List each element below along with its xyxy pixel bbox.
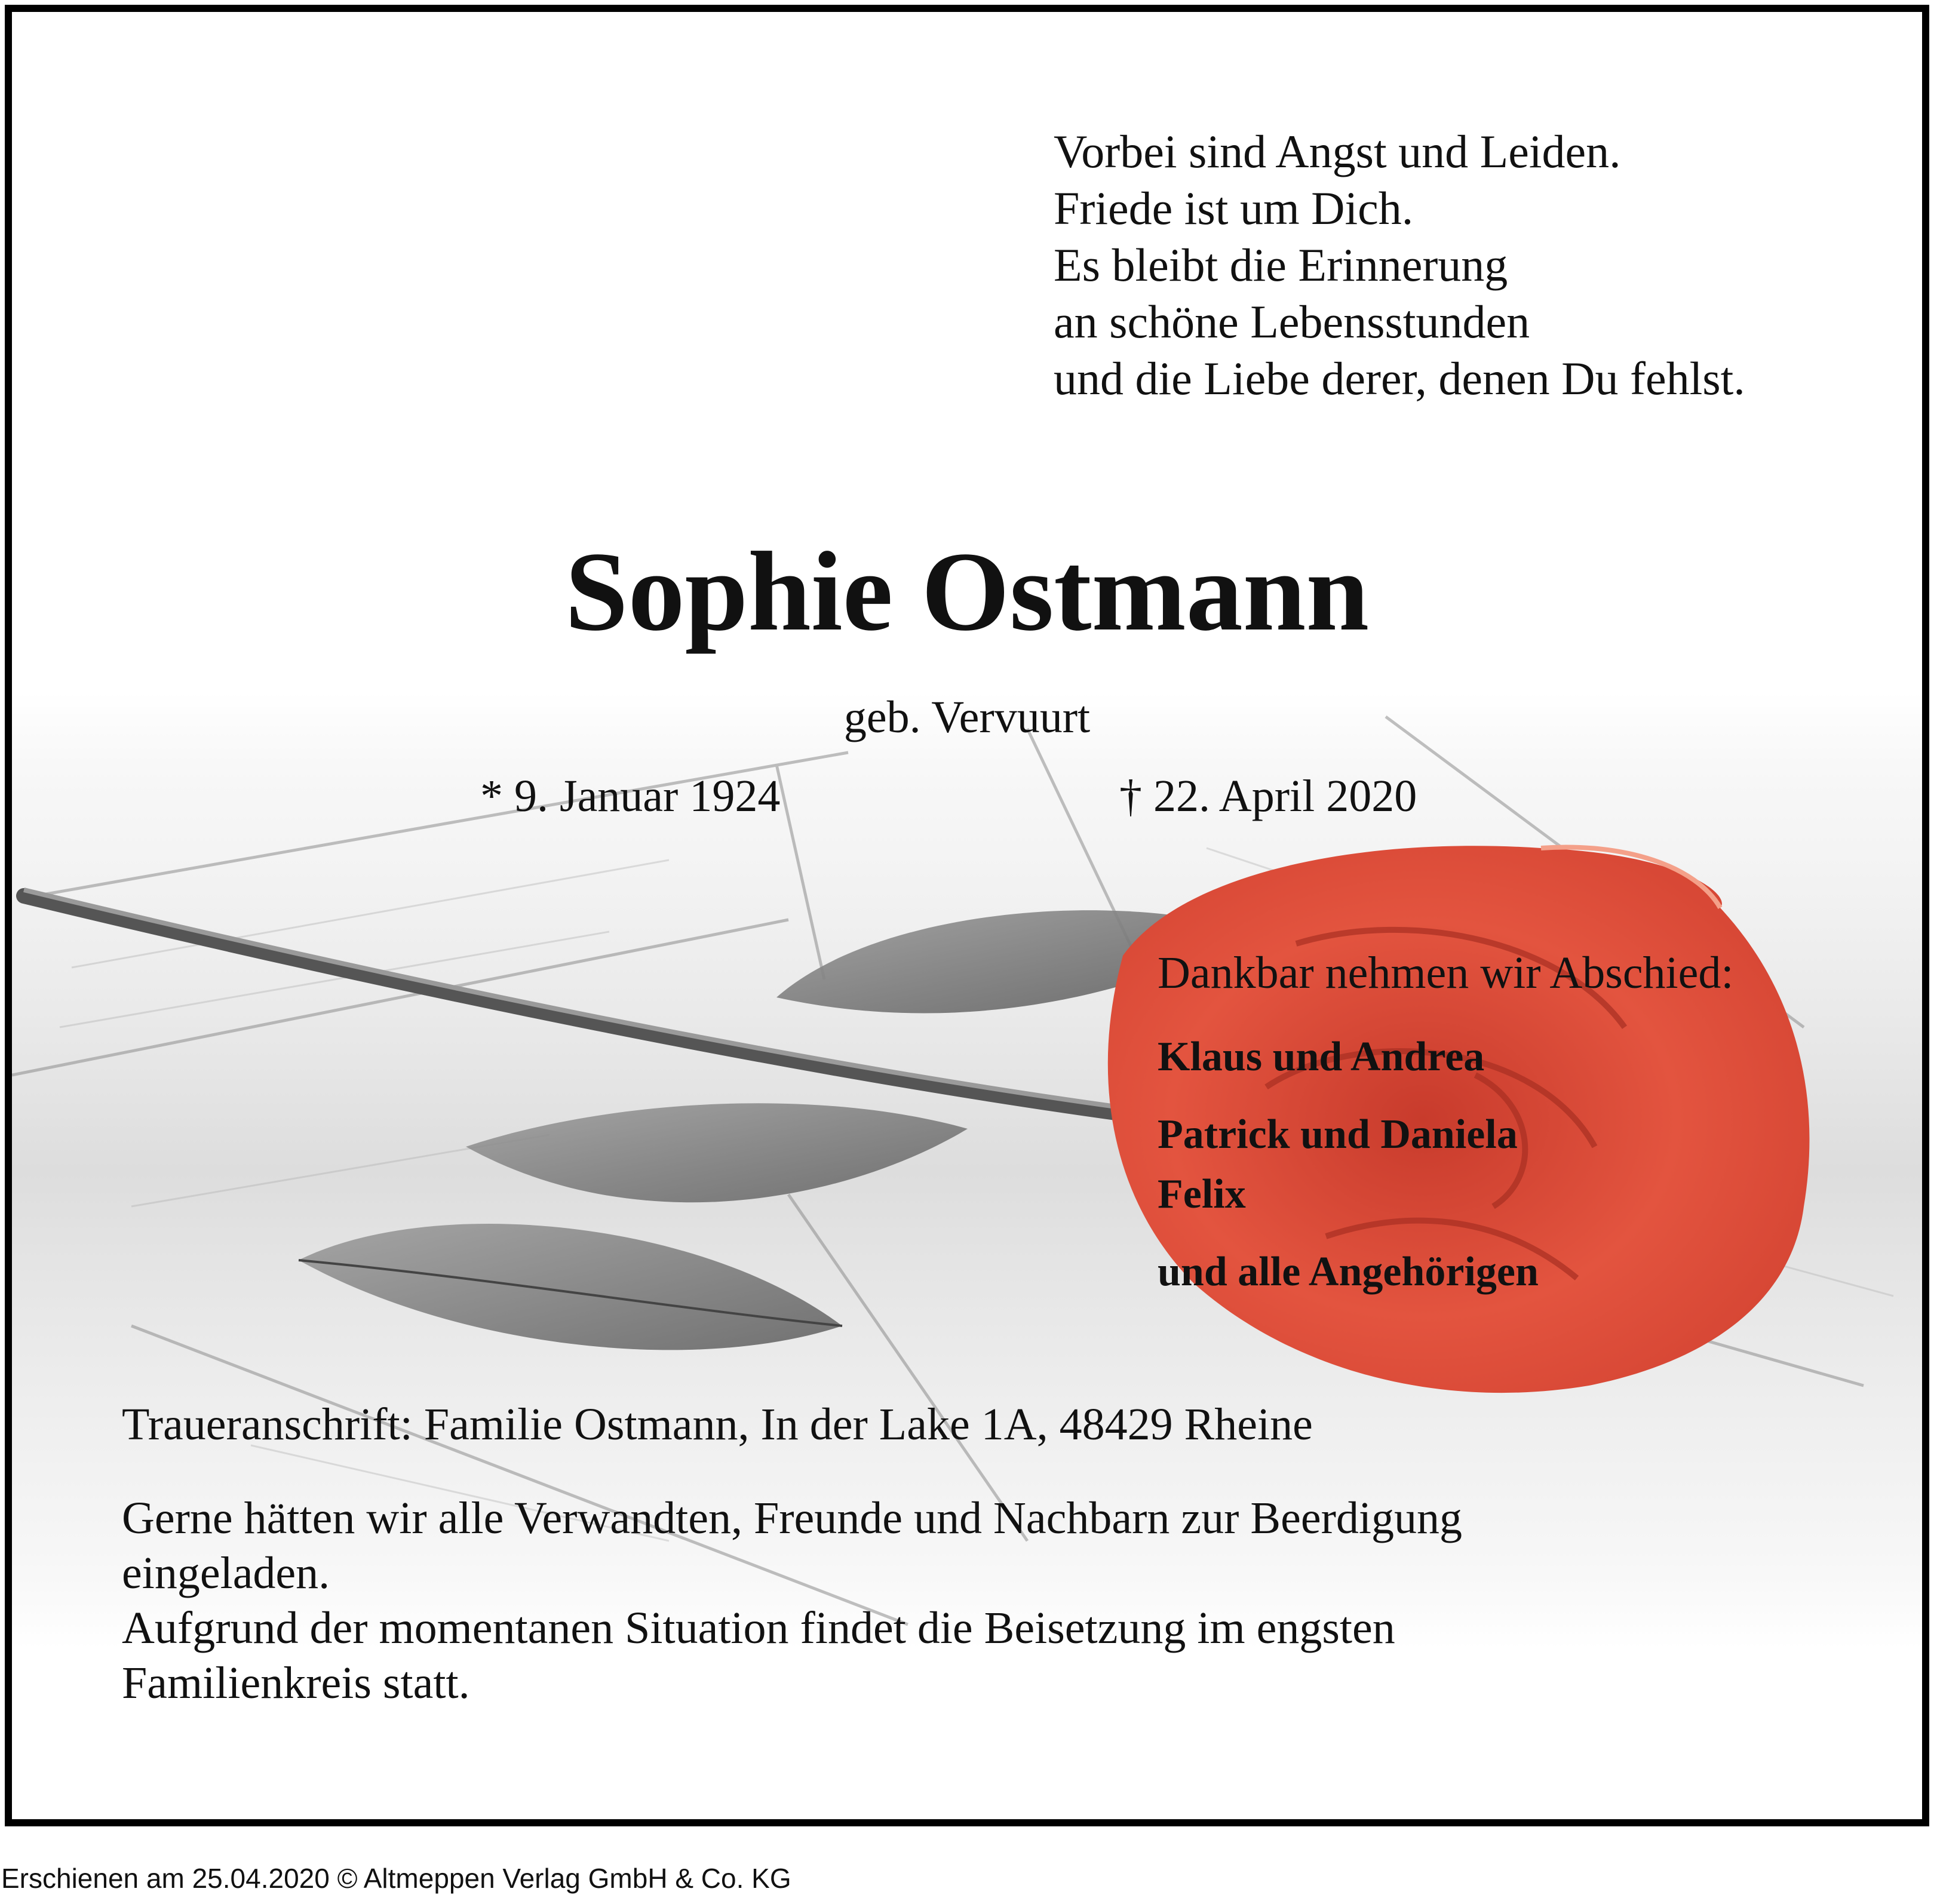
mourner-name: Felix [1158, 1171, 1246, 1217]
note-line: Familienkreis statt. [122, 1658, 470, 1708]
death-date: † 22. April 2020 [1119, 771, 1417, 821]
obituary-frame [5, 5, 1929, 1826]
mourning-address: Traueranschrift: Familie Ostmann, In der Lake 1A, 48429 Rheine [122, 1399, 1313, 1450]
poem-line: Friede ist um Dich. [1054, 182, 1414, 234]
poem-line: Vorbei sind Angst und Leiden. [1054, 125, 1621, 177]
publication-footer: Erschienen am 25.04.2020 © Altmeppen Verlag GmbH & Co. KG [1, 1863, 791, 1894]
memorial-poem [1054, 123, 1745, 407]
note-line: Gerne hätten wir alle Verwandten, Freunde und Nachbarn zur Beerdigung [122, 1493, 1463, 1543]
deceased-name: Sophie Ostmann [564, 529, 1370, 655]
note-line: eingeladen. [122, 1548, 330, 1598]
poem-line: Es bleibt die Erinnerung [1054, 239, 1508, 291]
mourner-name: Klaus und Andrea [1158, 1034, 1485, 1080]
mourner-name: Patrick und Daniela [1158, 1111, 1518, 1157]
note-line: Aufgrund der momentanen Situation findet die Beisetzung im engsten [122, 1603, 1395, 1653]
funeral-note [122, 1491, 1462, 1710]
farewell-heading: Dankbar nehmen wir Abschied: [1158, 948, 1734, 998]
poem-line: an schöne Lebensstunden [1054, 296, 1530, 348]
birth-date: * 9. Januar 1924 [480, 771, 781, 821]
maiden-name: geb. Vervuurt [843, 692, 1091, 742]
mourner-name: und alle Angehörigen [1158, 1249, 1539, 1295]
poem-line: und die Liebe derer, denen Du fehlst. [1054, 352, 1745, 404]
